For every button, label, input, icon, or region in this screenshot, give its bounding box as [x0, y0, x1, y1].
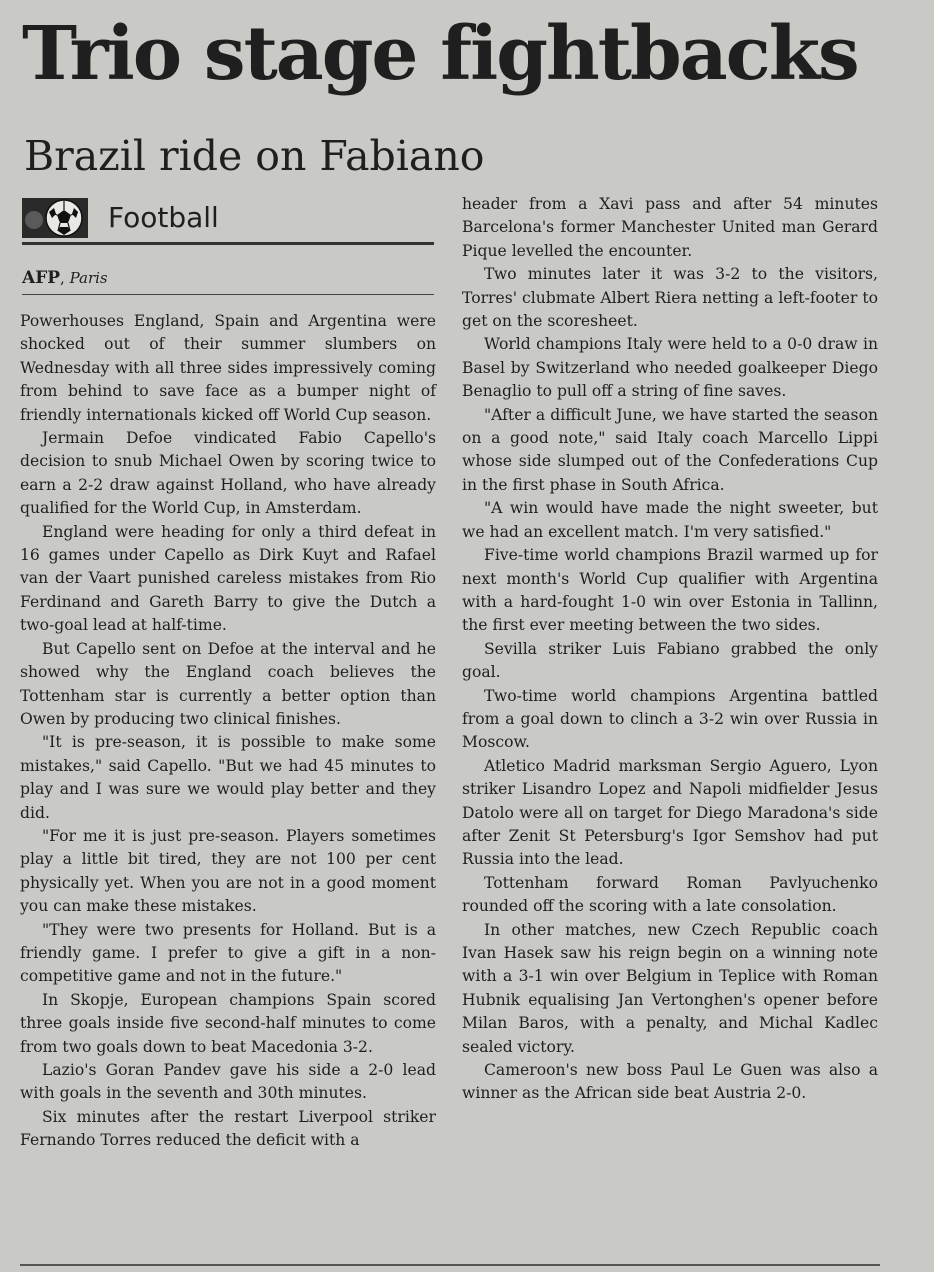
paragraph: Powerhouses England, Spain and Argentina were shocked out of their summer slumbers on Wednesday with all three sides impressively coming from behind to save face as a bumper night of friendly internationals kicked off World Cup season. [20, 312, 436, 424]
paragraph: In other matches, new Czech Republic coach Ivan Hasek saw his reign begin on a winning note with a 3-1 win over Belgium in Teplice with Roman Hubnik equalising Jan Vertonghen's opener before Milan Baros, with a penalty, and Michal Kadlec sealed victory. [462, 920, 878, 1056]
byline-agency: AFP [22, 268, 61, 288]
paragraph: Five-time world champions Brazil warmed up for next month's World Cup qualifier with Argentina with a hard-fought 1-0 win over Estonia in Tallinn, the first ever meeting between the two sides. [462, 546, 878, 635]
section-header [22, 196, 434, 245]
paragraph: "After a difficult June, we have started the season on a good note," said Italy coach Marcello Lippi whose side slumped out of the Confederations Cup in the first phase in South Africa. [462, 405, 878, 494]
paragraph: Tottenham forward Roman Pavlyuchenko rounded off the scoring with a late consolation. [462, 873, 878, 916]
paragraph: Two-time world champions Argentina battled from a goal down to clinch a 3-2 win over Russia in Moscow. [462, 686, 878, 752]
paragraph: header from a Xavi pass and after 54 minutes Barcelona's former Manchester United man Gerard Pique levelled the encounter. [462, 195, 878, 260]
bottom-divider [20, 1264, 880, 1266]
paragraph: But Capello sent on Defoe at the interval and he showed why the England coach believes the Tottenham star is currently a better option than Owen by producing two clinical finishes. [20, 639, 436, 728]
paragraph: Six minutes after the restart Liverpool striker Fernando Torres reduced the deficit with a [20, 1107, 436, 1150]
paragraph: "They were two presents for Holland. But is a friendly game. I prefer to give a gift in a non-competitive game and not in the future." [20, 920, 436, 986]
paragraph: England were heading for only a third defeat in 16 games under Capello as Dirk Kuyt and Rafael van der Vaart punished careless mistakes from Rio Ferdinand and Gareth Barry to give the Dutch a two-goal lead at half-time. [20, 522, 436, 635]
paragraph: In Skopje, European champions Spain scored three goals inside five second-half minutes to come from two goals down to beat Macedonia 3-2. [20, 990, 436, 1056]
paragraph: Sevilla striker Luis Fabiano grabbed the only goal. [462, 639, 878, 682]
paragraph: Lazio's Goran Pandev gave his side a 2-0 lead with goals in the seventh and 30th minutes. [20, 1061, 436, 1103]
paragraph: "For me it is just pre-season. Players sometimes play a little bit tired, they are not 100 per cent physically yet. When you are not in a good moment you can make these mistakes. [20, 826, 436, 916]
headline: Trio stage fightbacks [22, 11, 858, 97]
subheadline: Brazil ride on Fabiano [24, 132, 485, 180]
paragraph: Cameroon's new boss Paul Le Guen was also a winner as the African side beat Austria 2-0. [462, 1061, 878, 1103]
article-column-2 [462, 193, 878, 1106]
section-label: Football [108, 201, 219, 234]
byline-place: Paris [69, 269, 108, 287]
paragraph: Two minutes later it was 3-2 to the visitors, Torres' clubmate Albert Riera netting a left-footer to get on the scoresheet. [462, 265, 878, 331]
paragraph: World champions Italy were held to a 0-0 draw in Basel by Switzerland who needed goalkeeper Diego Benaglio to pull off a string of fine saves. [462, 335, 878, 401]
paragraph: "A win would have made the night sweeter, but we had an excellent match. I'm very satisfied." [462, 499, 878, 541]
paragraph: "It is pre-season, it is possible to make some mistakes," said Capello. "But we had 45 minutes to play and I was sure we would play better and they did. [20, 733, 436, 822]
byline: AFP, Paris [22, 266, 434, 295]
paragraph: Jermain Defoe vindicated Fabio Capello's decision to snub Michael Owen by scoring twice to earn a 2-2 draw against Holland, who have already qualified for the World Cup, in Amsterdam. [20, 429, 436, 518]
paragraph: Atletico Madrid marksman Sergio Aguero, Lyon striker Lisandro Lopez and Napoli midfielder Jesus Datolo were all on target for Diego Maradona's side after Zenit St Petersburg's Igor Semshov had put Russia into the lead. [462, 756, 878, 869]
football-icon [22, 198, 88, 238]
article-column-1 [20, 310, 436, 1153]
